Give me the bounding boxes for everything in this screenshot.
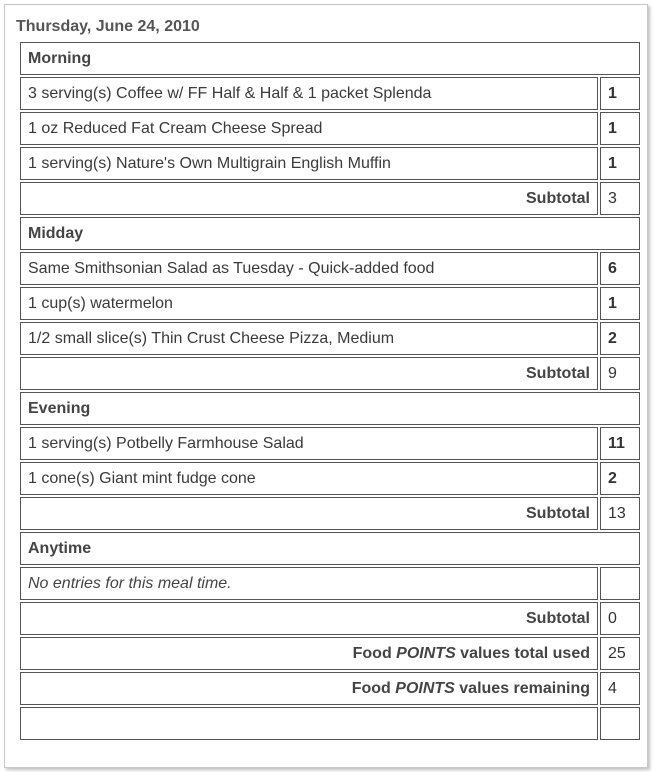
total-used-value: 25 — [600, 637, 640, 670]
section-title-evening: Evening — [20, 392, 640, 425]
food-item: Same Smithsonian Salad as Tuesday - Quick-added food — [20, 252, 598, 285]
subtotal-value: 9 — [600, 357, 640, 390]
points-value: 11 — [600, 427, 640, 460]
points-value: 1 — [600, 77, 640, 110]
section-title-midday: Midday — [20, 217, 640, 250]
section-header-row — [20, 217, 640, 250]
page-title: Thursday, June 24, 2010 — [16, 18, 200, 35]
remaining-label — [20, 672, 598, 705]
food-item: 1 serving(s) Potbelly Farmhouse Salad — [20, 427, 598, 460]
table-row — [20, 287, 640, 320]
remaining-suffix: values remaining — [454, 679, 590, 697]
points-value: 6 — [600, 252, 640, 285]
food-item: 1 cone(s) Giant mint fudge cone — [20, 462, 598, 495]
subtotal-label: Subtotal — [20, 602, 598, 635]
remaining-value: 4 — [600, 672, 640, 705]
section-title-anytime: Anytime — [20, 532, 640, 565]
section-header-row — [20, 532, 640, 565]
table-row — [20, 427, 640, 460]
subtotal-label: Subtotal — [20, 357, 598, 390]
subtotal-row — [20, 182, 640, 215]
total-used-prefix: Food — [352, 644, 397, 662]
total-used-row — [20, 637, 640, 670]
empty-entries-message: No entries for this meal time. — [20, 567, 598, 600]
subtotal-label: Subtotal — [20, 182, 598, 215]
points-value: 2 — [600, 462, 640, 495]
table-row — [20, 567, 640, 600]
section-header-row — [20, 42, 640, 75]
table-row — [20, 322, 640, 355]
food-item: 1 cup(s) watermelon — [20, 287, 598, 320]
cutoff-cell — [20, 707, 598, 740]
table-row — [20, 462, 640, 495]
subtotal-value: 13 — [600, 497, 640, 530]
section-title-morning: Morning — [20, 42, 640, 75]
subtotal-row — [20, 602, 640, 635]
subtotal-row — [20, 497, 640, 530]
food-item: 1 serving(s) Nature's Own Multigrain English Muffin — [20, 147, 598, 180]
total-used-suffix: values total used — [455, 644, 590, 662]
table-row — [20, 147, 640, 180]
table-row — [20, 252, 640, 285]
remaining-row — [20, 672, 640, 705]
table-row — [20, 112, 640, 145]
food-item: 3 serving(s) Coffee w/ FF Half & Half & 1 packet Splenda — [20, 77, 598, 110]
food-item: 1 oz Reduced Fat Cream Cheese Spread — [20, 112, 598, 145]
food-log-table — [18, 40, 642, 742]
table-row-cutoff — [20, 707, 640, 740]
subtotal-value: 0 — [600, 602, 640, 635]
points-value: 2 — [600, 322, 640, 355]
total-used-points-word: POINTS — [396, 644, 456, 662]
cutoff-cell — [600, 707, 640, 740]
table-row — [20, 77, 640, 110]
food-item: 1/2 small slice(s) Thin Crust Cheese Pizza, Medium — [20, 322, 598, 355]
points-value: 1 — [600, 147, 640, 180]
remaining-points-word: POINTS — [395, 679, 455, 697]
points-value: 1 — [600, 112, 640, 145]
points-value-empty — [600, 567, 640, 600]
points-value: 1 — [600, 287, 640, 320]
remaining-prefix: Food — [351, 679, 396, 697]
subtotal-label: Subtotal — [20, 497, 598, 530]
subtotal-row — [20, 357, 640, 390]
screenshot-frame — [4, 4, 648, 768]
total-used-label — [20, 637, 598, 670]
subtotal-value: 3 — [600, 182, 640, 215]
section-header-row — [20, 392, 640, 425]
